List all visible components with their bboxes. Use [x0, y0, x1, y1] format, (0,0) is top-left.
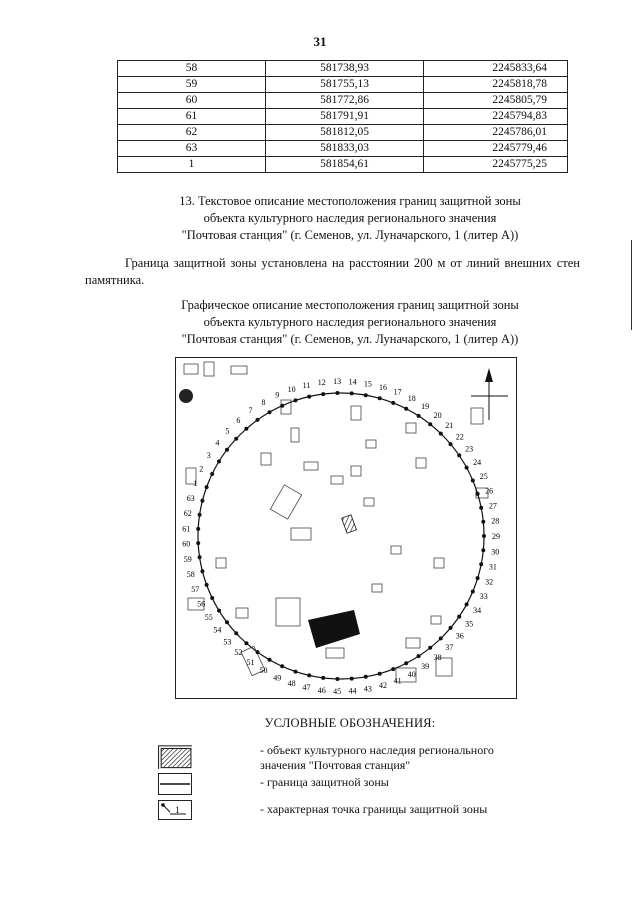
boundary-point-label: 33 [479, 592, 488, 602]
boundary-point [378, 396, 382, 400]
boundary-point [307, 395, 311, 399]
table-cell: 2245833,64 [424, 61, 568, 77]
coordinates-table [117, 60, 568, 173]
table-row [118, 109, 568, 125]
legend-text-line: - объект культурного наследия регионального [260, 743, 494, 757]
boundary-point [417, 414, 421, 418]
boundary-point [280, 664, 284, 668]
boundary-point [234, 437, 238, 441]
boundary-point [471, 479, 475, 483]
boundary-point [210, 472, 214, 476]
legend-text [260, 743, 560, 773]
boundary-point-label: 63 [186, 493, 195, 503]
boundary-point [198, 513, 202, 517]
boundary-point-label: 26 [485, 486, 494, 496]
north-arrow-icon [471, 368, 508, 420]
boundary-point [457, 453, 461, 457]
boundary-point [481, 548, 485, 552]
boundary-point [479, 506, 483, 510]
boundary-point [280, 404, 284, 408]
boundary-point-label: 23 [465, 444, 474, 454]
boundary-point [256, 418, 260, 422]
boundary-point-label: 10 [287, 385, 296, 395]
boundary-point-label: 39 [421, 662, 430, 672]
page-number: 31 [313, 34, 327, 49]
boundary-point-label: 58 [186, 570, 195, 580]
boundary-point-label: 59 [183, 555, 192, 565]
boundary-point-label: 2 [199, 464, 204, 474]
boundary-point-label: 35 [465, 619, 474, 629]
heritage-object [342, 515, 357, 533]
boundary-point [244, 641, 248, 645]
table-row [118, 141, 568, 157]
point-symbol-label: 1 [175, 805, 180, 815]
boundary-point [294, 398, 298, 402]
boundary-point [476, 576, 480, 580]
table-cell: 581833,03 [266, 141, 424, 157]
table-cell: 62 [118, 125, 266, 141]
boundary-point [217, 609, 221, 613]
boundary-point-label: 38 [433, 653, 442, 663]
legend-text: - характерная точка границы защитной зоны [260, 802, 488, 816]
table-cell: 2245786,01 [424, 125, 568, 141]
boundary-point-label: 46 [317, 685, 326, 695]
boundary-point-label: 52 [234, 648, 243, 658]
point-symbol-icon [158, 800, 192, 820]
boundary-point-label: 48 [287, 678, 296, 688]
table-cell: 63 [118, 141, 266, 157]
boundary-point-label: 62 [183, 508, 192, 518]
boundary-point [378, 672, 382, 676]
heading-line: 13. Текстовое описание местоположения границ защитной зоны [179, 194, 521, 208]
boundary-point [391, 401, 395, 405]
boundary-point [268, 410, 272, 414]
boundary-point-label: 19 [421, 401, 430, 411]
hatched-symbol-icon [158, 745, 192, 769]
boundary-point-label: 60 [182, 539, 191, 549]
boundary-point-label: 20 [433, 410, 442, 420]
boundary-point [417, 654, 421, 658]
boundary-point-label: 18 [407, 394, 416, 404]
boundary-point-label: 49 [273, 673, 282, 683]
boundary-point [449, 626, 453, 630]
zone-map [175, 357, 517, 699]
boundary-point-label: 29 [492, 532, 500, 541]
boundary-point [428, 422, 432, 426]
boundary-point [465, 466, 469, 470]
boundary-point [350, 677, 354, 681]
table-cell: 2245805,79 [424, 93, 568, 109]
table-row [118, 77, 568, 93]
boundary-point-label: 42 [379, 681, 387, 691]
boundary-point-label: 57 [191, 585, 200, 594]
legend-title: УСЛОВНЫЕ ОБОЗНАЧЕНИЯ: [264, 716, 436, 730]
boundary-point [200, 499, 204, 503]
heading-line: объекта культурного наследия регионального значения [203, 315, 497, 329]
boundary-point [404, 661, 408, 665]
boundary-point [244, 427, 248, 431]
heading-line: объекта культурного наследия регионального значения [203, 211, 497, 225]
table-cell: 61 [118, 109, 266, 125]
boundary-point [256, 650, 260, 654]
boundary-point [205, 583, 209, 587]
boundary-point-label: 27 [488, 501, 497, 511]
boundary-point [457, 615, 461, 619]
dark-blob [179, 389, 193, 403]
boundary-point-label: 11 [302, 380, 311, 390]
table-cell: 2245779,46 [424, 141, 568, 157]
boundary-point [476, 492, 480, 496]
boundary-point-label: 5 [225, 426, 230, 436]
boundary-point [449, 442, 453, 446]
table-cell: 59 [118, 77, 266, 93]
boundary-point-label: 53 [223, 637, 232, 647]
boundary-point-label: 41 [393, 676, 402, 686]
boundary-point-label: 17 [393, 387, 402, 397]
heading-line: "Почтовая станция" (г. Семенов, ул. Луначарского, 1 (литер А)) [181, 228, 519, 242]
boundary-point-label: 4 [215, 438, 220, 448]
boundary-point-label: 32 [485, 577, 494, 587]
table-row [118, 93, 568, 109]
boundary-point-label: 1 [193, 479, 198, 488]
boundary-point-label: 25 [479, 471, 488, 481]
boundary-point [482, 534, 486, 538]
boundary-point [481, 520, 485, 524]
boundary-point-label: 54 [213, 625, 222, 635]
scan-margin-line [631, 240, 632, 330]
table-row [118, 157, 568, 173]
boundary-point [428, 646, 432, 650]
boundary-point [471, 590, 475, 594]
boundary-point-label: 44 [348, 686, 357, 696]
boundary-point-label: 3 [206, 451, 211, 461]
boundary-point-label: 12 [317, 378, 326, 388]
boundary-point [268, 658, 272, 662]
legend-text-line: значения "Почтовая станция" [260, 758, 411, 772]
boundary-point-label: 8 [261, 397, 266, 407]
boundary-point [225, 620, 229, 624]
heading-line: Графическое описание местоположения границ защитной зоны [181, 298, 519, 312]
boundary-point-label: 55 [204, 612, 213, 622]
table-cell: 2245775,25 [424, 157, 568, 173]
boundary-point-label: 21 [445, 421, 454, 430]
boundary-point-label: 28 [491, 516, 500, 526]
boundary-point [439, 636, 443, 640]
boundary-point [479, 562, 483, 566]
dark-building [308, 610, 360, 648]
boundary-point [439, 432, 443, 436]
table-cell: 581755,13 [266, 77, 424, 93]
boundary-point-label: 31 [488, 562, 497, 572]
boundary-point-label: 16 [379, 382, 387, 392]
boundary-point [321, 676, 325, 680]
boundary-point-label: 14 [348, 377, 357, 387]
boundary-point-label: 22 [455, 432, 464, 442]
boundary-point [205, 485, 209, 489]
boundary-point [364, 393, 368, 397]
zone-description-paragraph: Граница защитной зоны установлена на расстоянии 200 м от линий внешних стен памятника. [85, 256, 580, 287]
boundary-point [465, 602, 469, 606]
boundary-point-label: 40 [407, 669, 416, 679]
table-cell: 581738,93 [266, 61, 424, 77]
boundary-point [200, 569, 204, 573]
boundary-point-label: 51 [246, 657, 255, 667]
boundary-point [404, 407, 408, 411]
table-row [118, 125, 568, 141]
zone-map-drawing [176, 358, 516, 698]
boundary-point [217, 459, 221, 463]
table-cell: 60 [118, 93, 266, 109]
boundary-point-label: 6 [236, 415, 241, 425]
table-cell: 581772,86 [266, 93, 424, 109]
text-description-heading [0, 193, 640, 244]
boundary-point-label: 30 [491, 547, 500, 557]
table-cell: 581812,05 [266, 125, 424, 141]
boundary-point-label: 61 [182, 524, 191, 534]
boundary-point [364, 675, 368, 679]
boundary-point [321, 392, 325, 396]
table-row [118, 61, 568, 77]
table-cell: 2245794,83 [424, 109, 568, 125]
table-cell: 58 [118, 61, 266, 77]
boundary-point-label: 36 [455, 631, 464, 641]
boundary-point [196, 541, 200, 545]
heading-line: "Почтовая станция" (г. Семенов, ул. Луначарского, 1 (литер А)) [181, 332, 519, 346]
boundary-point-label: 43 [363, 684, 372, 694]
boundary-point [225, 448, 229, 452]
boundary-point [234, 631, 238, 635]
boundary-point [391, 667, 395, 671]
boundary-point [307, 673, 311, 677]
boundary-point-label: 37 [445, 643, 454, 652]
boundary-point-label: 13 [333, 377, 342, 386]
table-cell: 581854,61 [266, 157, 424, 173]
boundary-point-label: 47 [302, 683, 311, 693]
boundary-point [198, 555, 202, 559]
boundary-point [350, 391, 354, 395]
boundary-point-label: 50 [259, 666, 268, 676]
boundary-point-label: 45 [333, 687, 342, 696]
boundary-point-label: 9 [275, 390, 280, 400]
table-cell: 2245818,78 [424, 77, 568, 93]
table-cell: 581791,91 [266, 109, 424, 125]
boundary-point-label: 56 [197, 599, 206, 609]
boundary-point-label: 24 [473, 457, 482, 467]
boundary-point [196, 527, 200, 531]
boundary-point [210, 596, 214, 600]
boundary-point-label: 34 [473, 606, 482, 616]
boundary-symbol-icon [158, 773, 192, 795]
boundary-point [294, 670, 298, 674]
boundary-point [335, 677, 339, 681]
legend-text: - граница защитной зоны [260, 775, 389, 789]
boundary-point-label: 15 [363, 379, 372, 389]
boundary-point [335, 391, 339, 395]
graphic-description-heading [0, 297, 640, 348]
boundary-point-label: 7 [248, 406, 253, 416]
table-cell: 1 [118, 157, 266, 173]
